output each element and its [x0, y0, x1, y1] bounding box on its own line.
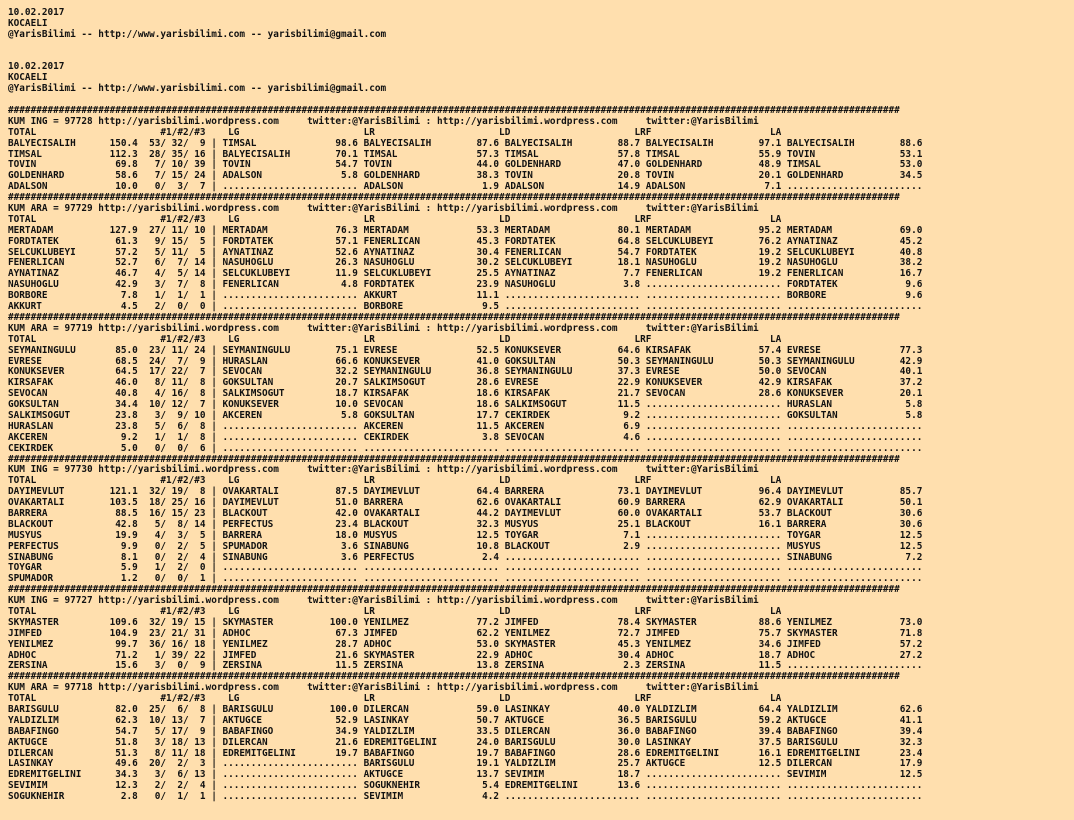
text-line: SPUMADOR 1.2 0/ 0/ 1 | ........................ ........................ ........................ ........................ ........................ — [8, 573, 923, 585]
text-line: NASUHOGLU 42.9 3/ 7/ 8 | FENERLICAN 4.8 FORDTATEK 23.9 NASUHOGLU 3.8 ........................ FORDTATEK 9.6 — [8, 279, 923, 291]
text-line: YALDIZLIM 62.3 10/ 13/ 7 | AKTUGCE 52.9 LASINKAY 50.7 AKTUGCE 36.5 BARISGULU 59.2 AKTUGCE 41.1 — [8, 714, 923, 726]
separator-line: ############################################################################################################################################################## — [8, 311, 900, 323]
text-line: KOCAELI — [8, 17, 48, 29]
text-line: EVRESE 68.5 24/ 7/ 9 | HURASLAN 66.6 KONUKSEVER 41.0 GOKSULTAN 50.3 SEYMANINGULU 50.3 SEYMANINGULU 42.9 — [8, 355, 923, 367]
text-line: BARRERA 88.5 16/ 15/ 23 | BLACKOUT 42.0 OVAKARTALI 44.2 DAYIMEVLUT 60.0 OVAKARTALI 53.7 BLACKOUT 30.6 — [8, 507, 923, 519]
text-line: SEVIMIM 12.3 2/ 2/ 4 | ........................ SOGUKNEHIR 5.4 EDREMITGELINI 13.6 ........................ ........................ — [8, 780, 923, 792]
text-line: BARISGULU 82.0 25/ 6/ 8 | BARISGULU 100.0 DILERCAN 59.0 LASINKAY 40.0 YALDIZLIM 64.4 YALDIZLIM 62.6 — [8, 704, 923, 715]
text-line: DAYIMEVLUT 121.1 32/ 19/ 8 | OVAKARTALI 87.5 DAYIMEVLUT 64.4 BARRERA 73.1 DAYIMEVLUT 96.4 DAYIMEVLUT 85.7 — [8, 486, 923, 498]
text-line: SKYMASTER 109.6 32/ 19/ 15 | SKYMASTER 100.0 YENILMEZ 77.2 JIMFED 78.4 SKYMASTER 88.6 YENILMEZ 73.0 — [8, 616, 923, 628]
text-line: SEYMANINGULU 85.0 23/ 11/ 24 | SEYMANINGULU 75.1 EVRESE 52.5 KONUKSEVER 64.6 KIRSAFAK 57.4 EVRESE 77.3 — [8, 344, 923, 356]
column-header-line: TOTAL #1/#2/#3 LG LR LD LRF LA — [8, 693, 782, 705]
text-line: AKCEREN 9.2 1/ 1/ 8 | ........................ CEKIRDEK 3.8 SEVOCAN 4.6 ........................ ........................ — [8, 431, 923, 443]
separator-line: ############################################################################################################################################################## — [8, 453, 900, 465]
column-header-line: TOTAL #1/#2/#3 LG LR LD LRF LA — [8, 605, 782, 617]
race-header-line: KUM ING = 97728 http://yarisbilimi.wordpress.com twitter:@YarisBilimi : http://yarisbilimi.wordpress.com twitter:@YarisBilimi — [8, 115, 759, 127]
race-header-line: KUM ING = 97730 http://yarisbilimi.wordpress.com twitter:@YarisBilimi : http://yarisbilimi.wordpress.com twitter:@YarisBilimi — [8, 464, 759, 476]
text-line: TIMSAL 112.3 28/ 35/ 16 | BALYECISALIH 70.1 TIMSAL 57.3 TIMSAL 57.8 TIMSAL 55.9 TOVIN 53.1 — [8, 148, 923, 160]
text-line: AYNATINAZ 46.7 4/ 5/ 14 | SELCUKLUBEYI 11.9 SELCUKLUBEYI 25.5 AYNATINAZ 7.7 FENERLICAN 19.2 FENERLICAN 16.7 — [8, 268, 923, 280]
text-line: FORDTATEK 61.3 9/ 15/ 5 | FORDTATEK 57.1 FENERLICAN 45.3 FORDTATEK 64.8 SELCUKLUBEYI 76.2 AYNATINAZ 45.2 — [8, 235, 923, 247]
text-line: 10.02.2017 — [8, 61, 65, 73]
column-header-line: TOTAL #1/#2/#3 LG LR LD LRF LA — [8, 126, 782, 138]
text-line: ADHOC 71.2 1/ 39/ 22 | JIMFED 21.6 SKYMASTER 22.9 ADHOC 30.4 ADHOC 18.7 ADHOC 27.2 — [8, 649, 923, 661]
race-report-text — [8, 8, 922, 803]
text-line: HURASLAN 23.8 5/ 6/ 8 | ........................ AKCEREN 11.5 AKCEREN 6.9 ........................ ........................ — [8, 420, 923, 432]
text-line: BORBORE 7.8 1/ 1/ 1 | ........................ AKKURT 11.1 ........................ ........................ BORBORE 9.6 — [8, 290, 923, 302]
text-line: SEVOCAN 40.8 4/ 16/ 8 | SALKIMSOGUT 18.7 KIRSAFAK 18.6 KIRSAFAK 21.7 SEVOCAN 28.6 KONUKSEVER 20.1 — [8, 388, 923, 400]
race-header-line: KUM ARA = 97729 http://yarisbilimi.wordpress.com twitter:@YarisBilimi : http://yarisbilimi.wordpress.com twitter:@YarisBilimi — [8, 203, 759, 215]
separator-line: ############################################################################################################################################################## — [8, 192, 900, 204]
text-line: GOLDENHARD 58.6 7/ 15/ 24 | ADALSON 5.8 GOLDENHARD 38.3 TOVIN 20.8 TOVIN 20.1 GOLDENHARD 34.5 — [8, 170, 923, 182]
text-line: FENERLICAN 52.7 6/ 7/ 14 | NASUHOGLU 26.3 NASUHOGLU 30.2 SELCUKLUBEYI 18.1 NASUHOGLU 19.2 NASUHOGLU 38.2 — [8, 257, 923, 269]
text-line: ZERSINA 15.6 3/ 0/ 9 | ZERSINA 11.5 ZERSINA 13.8 ZERSINA 2.3 ZERSINA 11.5 ........................ — [8, 660, 923, 672]
text-line: SOGUKNEHIR 2.8 0/ 1/ 1 | ........................ SEVIMIM 4.2 ........................ ........................ ........................ — [8, 791, 923, 803]
text-line: KIRSAFAK 46.0 8/ 11/ 8 | GOKSULTAN 20.7 SALKIMSOGUT 28.6 EVRESE 22.9 KONUKSEVER 42.9 KIRSAFAK 37.2 — [8, 377, 923, 389]
text-line: BABAFINGO 54.7 5/ 17/ 9 | BABAFINGO 34.9 YALDIZLIM 33.5 DILERCAN 36.0 BABAFINGO 39.4 BABAFINGO 39.4 — [8, 725, 923, 737]
separator-line: ############################################################################################################################################################## — [8, 584, 900, 596]
text-line — [8, 41, 922, 52]
text-line: LASINKAY 49.6 20/ 2/ 3 | ........................ BARISGULU 19.1 YALDIZLIM 25.7 AKTUGCE 12.5 DILERCAN 17.9 — [8, 758, 923, 770]
text-line: @YarisBilimi -- http://www.yarisbilimi.com -- yarisbilimi@gmail.com — [8, 28, 387, 40]
separator-line: ############################################################################################################################################################## — [8, 105, 900, 117]
column-header-line: TOTAL #1/#2/#3 LG LR LD LRF LA — [8, 213, 782, 225]
text-line: EDREMITGELINI 34.3 3/ 6/ 13 | ........................ AKTUGCE 13.7 SEVIMIM 18.7 ........................ SEVIMIM 12.5 — [8, 769, 923, 781]
text-line: MUSYUS 19.9 4/ 3/ 5 | BARRERA 18.0 MUSYUS 12.5 TOYGAR 7.1 ........................ TOYGAR 12.5 — [8, 529, 923, 541]
text-line: BLACKOUT 42.8 5/ 8/ 14 | PERFECTUS 23.4 BLACKOUT 32.3 MUSYUS 25.1 BLACKOUT 16.1 BARRERA 30.6 — [8, 518, 923, 530]
text-line: AKTUGCE 51.8 3/ 18/ 13 | DILERCAN 21.6 EDREMITGELINI 24.0 BARISGULU 30.0 LASINKAY 37.5 BARISGULU 32.3 — [8, 736, 923, 748]
text-line: GOKSULTAN 34.4 10/ 12/ 7 | KONUKSEVER 10.0 SEVOCAN 18.6 SALKIMSOGUT 11.5 ........................ HURASLAN 5.8 — [8, 399, 923, 411]
text-line: MERTADAM 127.9 27/ 11/ 10 | MERTADAM 76.3 MERTADAM 53.3 MERTADAM 80.1 MERTADAM 95.2 MERTADAM 69.0 — [8, 224, 923, 236]
text-line: SINABUNG 8.1 0/ 2/ 4 | SINABUNG 3.6 PERFECTUS 2.4 ........................ ........................ SINABUNG 7.2 — [8, 551, 923, 563]
text-line: SALKIMSOGUT 23.8 3/ 9/ 10 | AKCEREN 5.8 GOKSULTAN 17.7 CEKIRDEK 9.2 ........................ GOKSULTAN 5.8 — [8, 409, 923, 421]
text-line: CEKIRDEK 5.0 0/ 0/ 6 | ........................ ........................ ........................ ........................ ........................ — [8, 442, 923, 454]
text-line: YENILMEZ 99.7 36/ 16/ 18 | YENILMEZ 28.7 ADHOC 53.0 SKYMASTER 45.3 YENILMEZ 34.6 JIMFED 57.2 — [8, 638, 923, 650]
text-line — [8, 52, 922, 63]
race-header-line: KUM ARA = 97718 http://yarisbilimi.wordpress.com twitter:@YarisBilimi : http://yarisbilimi.wordpress.com twitter:@YarisBilimi — [8, 682, 759, 694]
text-line: BALYECISALIH 150.4 53/ 32/ 9 | TIMSAL 98.6 BALYECISALIH 87.6 BALYECISALIH 88.7 BALYECISALIH 97.1 BALYECISALIH 88.6 — [8, 137, 923, 149]
race-header-line: KUM ING = 97727 http://yarisbilimi.wordpress.com twitter:@YarisBilimi : http://yarisbilimi.wordpress.com twitter:@YarisBilimi — [8, 595, 759, 607]
text-line: 10.02.2017 — [8, 7, 65, 18]
separator-line: ############################################################################################################################################################## — [8, 671, 900, 683]
column-header-line: TOTAL #1/#2/#3 LG LR LD LRF LA — [8, 333, 782, 345]
column-header-line: TOTAL #1/#2/#3 LG LR LD LRF LA — [8, 475, 782, 487]
text-line: AKKURT 4.5 2/ 0/ 0 | ........................ BORBORE 9.5 ........................ ........................ ........................ — [8, 301, 923, 313]
text-line: JIMFED 104.9 23/ 21/ 31 | ADHOC 67.3 JIMFED 62.2 YENILMEZ 72.7 JIMFED 75.7 SKYMASTER 71.8 — [8, 627, 923, 639]
text-line: @YarisBilimi -- http://www.yarisbilimi.com -- yarisbilimi@gmail.com — [8, 83, 387, 95]
text-line: SELCUKLUBEYI 57.2 5/ 11/ 5 | AYNATINAZ 52.6 AYNATINAZ 30.4 FENERLICAN 54.7 FORDTATEK 19.2 SELCUKLUBEYI 40.8 — [8, 246, 923, 258]
text-line: TOYGAR 5.9 1/ 2/ 0 | ........................ ........................ ........................ ........................ ........................ — [8, 562, 923, 574]
race-header-line: KUM ARA = 97719 http://yarisbilimi.wordpress.com twitter:@YarisBilimi : http://yarisbilimi.wordpress.com twitter:@YarisBilimi — [8, 322, 759, 334]
text-line: PERFECTUS 9.9 0/ 2/ 5 | SPUMADOR 3.6 SINABUNG 10.8 BLACKOUT 2.9 ........................ MUSYUS 12.5 — [8, 540, 923, 552]
text-line: KOCAELI — [8, 72, 48, 84]
text-line: DILERCAN 51.3 8/ 11/ 18 | EDREMITGELINI 19.7 BABAFINGO 19.7 BABAFINGO 28.6 EDREMITGELINI 16.1 EDREMITGELINI 23.4 — [8, 747, 923, 759]
text-line: TOVIN 69.8 7/ 10/ 39 | TOVIN 54.7 TOVIN 44.0 GOLDENHARD 47.0 GOLDENHARD 48.9 TIMSAL 53.0 — [8, 159, 923, 171]
text-line: OVAKARTALI 103.5 18/ 25/ 16 | DAYIMEVLUT 51.0 BARRERA 62.6 OVAKARTALI 60.9 BARRERA 62.9 OVAKARTALI 50.1 — [8, 497, 923, 509]
text-line: ADALSON 10.0 0/ 3/ 7 | ........................ ADALSON 1.9 ADALSON 14.9 ADALSON 7.1 ........................ — [8, 181, 923, 193]
text-line: KONUKSEVER 64.5 17/ 22/ 7 | SEVOCAN 32.2 SEYMANINGULU 36.8 SEYMANINGULU 37.3 EVRESE 50.0 SEVOCAN 40.1 — [8, 366, 923, 378]
